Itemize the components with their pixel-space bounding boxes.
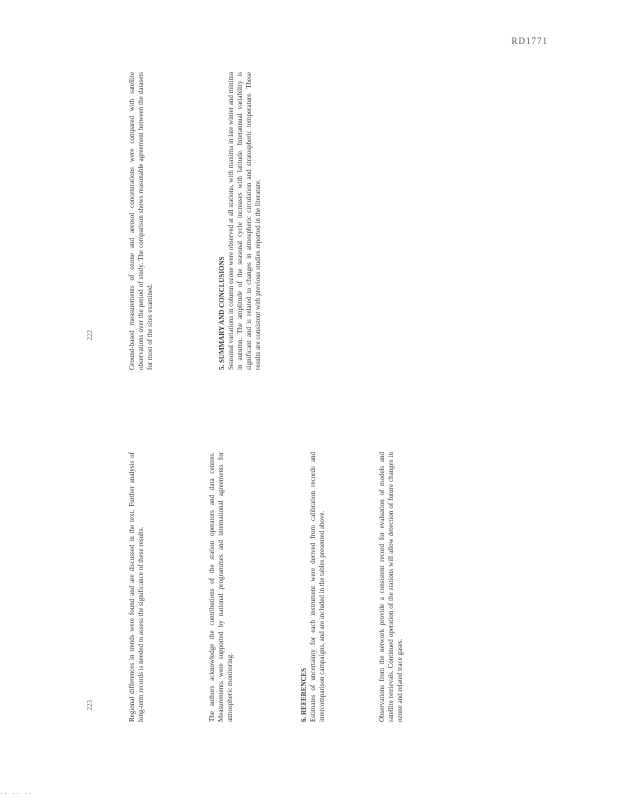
text-column-b: [218, 72, 338, 370]
paragraph: Seasonal variations in column ozone were observed at all stations, with maxima in late winter and minima in autumn. The amplitude of the seasonal cycle increases with latitude. Interannual variability is significant and is related to changes in atmospheric circulation and stratospheric temperature. These results are consistent with previous studies reported in the literature.: [227, 72, 262, 370]
section-heading: 6. REFERENCES: [300, 667, 308, 722]
section-heading: 5. SUMMARY AND CONCLUSIONS: [218, 256, 226, 370]
text-column-d: [208, 452, 288, 722]
footer-marks: ·· ·· ··: [0, 790, 34, 798]
page-number: 223: [86, 700, 94, 711]
text-column-e: [300, 452, 368, 722]
text-column-f: [378, 452, 458, 722]
paragraph: Regional differences in trends were found and are discussed in the text. Further analysis of long-term records is needed to assess the significance of these results.: [128, 452, 145, 722]
text-column-c: [128, 452, 198, 722]
text-column-a: [128, 72, 206, 370]
paragraph: The authors acknowledge the contributions of the station operators and data centres. Measurements were supported by national programmes and international agreements for atmospheric monitoring.: [208, 452, 234, 722]
document-id: RD1771: [511, 36, 548, 46]
paragraph: Ground-based measurements of ozone and aerosol concentrations were compared with satellite observations over the period of study. The comparison shows reasonable agreement between the datasets for most of the sites examined.: [128, 72, 154, 370]
paragraph: Estimates of uncertainty for each instrument were derived from calibration records and intercomparison campaigns, and are included in the tables presented above.: [309, 452, 326, 722]
page-number: 222: [86, 330, 94, 341]
paragraph: Observations from the network provide a consistent record for evaluation of models and satellite retrievals. Continued operation of the stations will allow detection of future changes in ozone and related trace gases.: [378, 452, 404, 722]
